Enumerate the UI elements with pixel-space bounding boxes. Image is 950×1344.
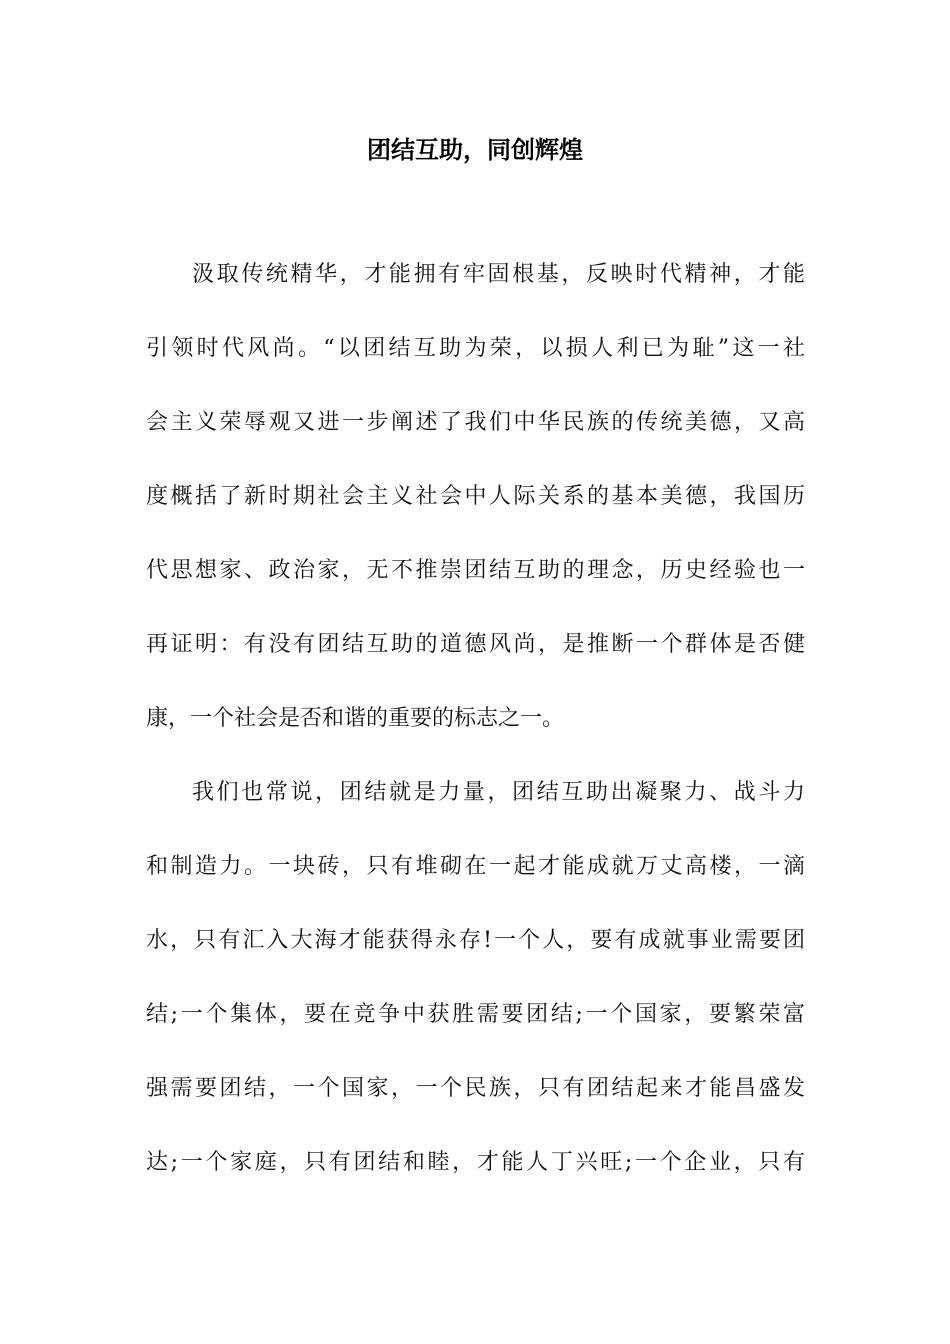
paragraph-2-line-1: 我们也常说，团结就是力量，团结互助出凝聚力、战斗力 bbox=[192, 780, 805, 805]
document-title: 团结互助，同创辉煌 bbox=[367, 136, 583, 164]
paragraph-1-line-7: 康，一个社会是否和谐的重要的标志之一。 bbox=[146, 706, 565, 731]
document-body bbox=[146, 255, 805, 1217]
paragraph-1-line-3: 会主义荣辱观又进一步阐述了我们中华民族的传统美德，又高 bbox=[146, 410, 805, 435]
paragraph-2-line-3: 水，只有汇入大海才能获得永存!一个人，要有成就事业需要团 bbox=[146, 928, 805, 953]
paragraph-1-line-2: 引领时代风尚。“以团结互助为荣，以损人利已为耻”这一社 bbox=[146, 336, 805, 361]
paragraph-2-line-6: 达;一个家庭，只有团结和睦，才能人丁兴旺;一个企业，只有 bbox=[146, 1150, 805, 1175]
paragraph-1-line-6: 再证明：有没有团结互助的道德风尚，是推断一个群体是否健 bbox=[146, 632, 805, 657]
paragraph-2-line-2: 和制造力。一块砖，只有堆砌在一起才能成就万丈高楼，一滴 bbox=[146, 854, 805, 879]
paragraph-1-line-5: 代思想家、政治家，无不推崇团结互助的理念，历史经验也一 bbox=[146, 558, 805, 583]
paragraph-2-line-4: 结;一个集体，要在竞争中获胜需要团结;一个国家，要繁荣富 bbox=[146, 1002, 805, 1027]
paragraph-2-line-5: 强需要团结，一个国家，一个民族，只有团结起来才能昌盛发 bbox=[146, 1076, 805, 1101]
paragraph-1-line-1: 汲取传统精华，才能拥有牢固根基，反映时代精神，才能 bbox=[192, 262, 805, 287]
paragraph-1-line-4: 度概括了新时期社会主义社会中人际关系的基本美德，我国历 bbox=[146, 484, 805, 509]
